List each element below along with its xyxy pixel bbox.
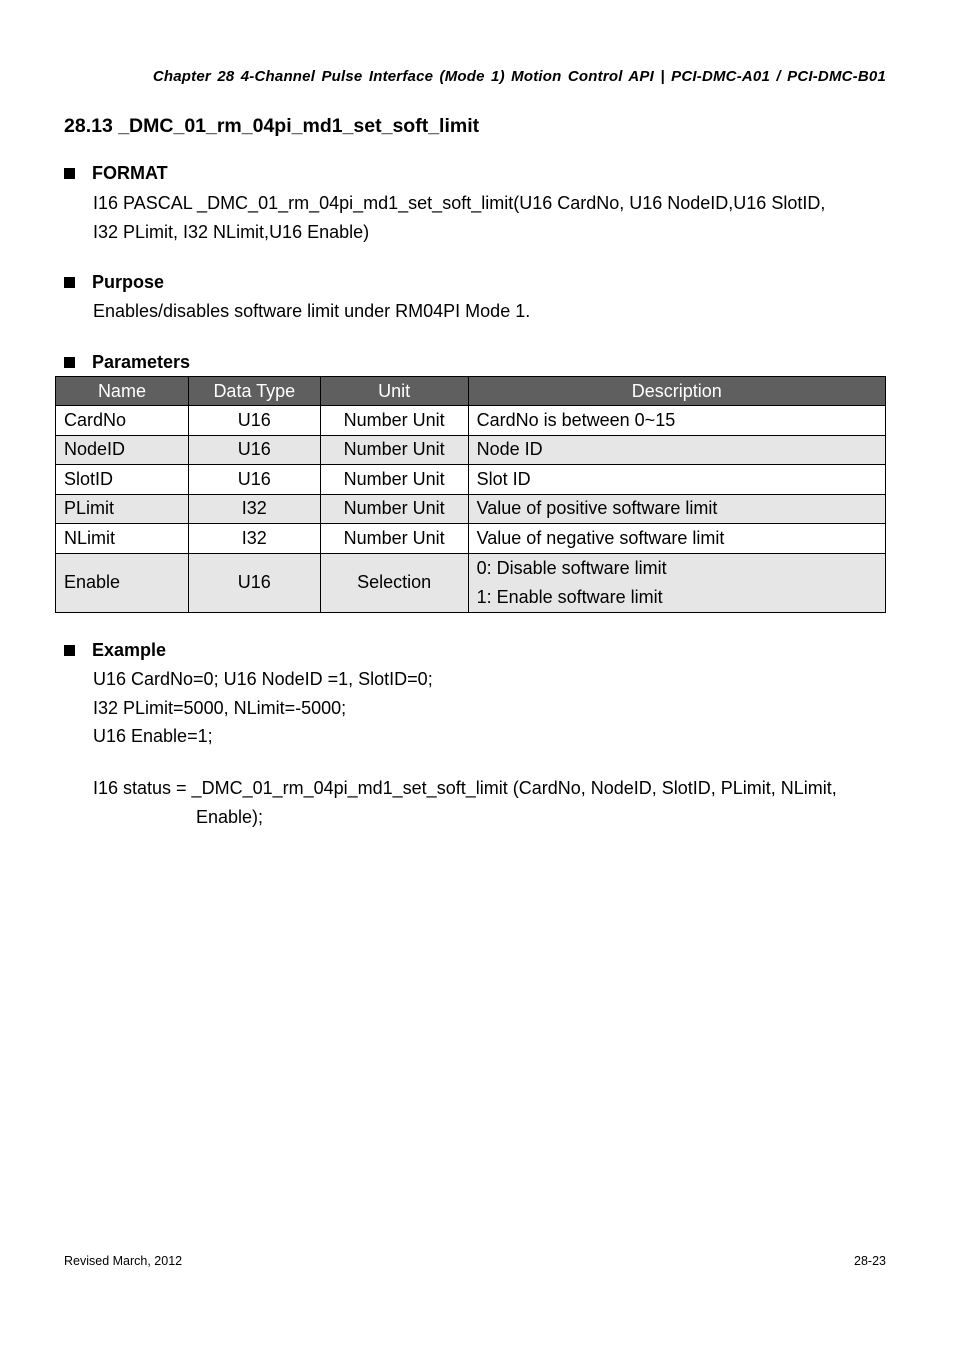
column-header-description: Description: [468, 377, 885, 406]
param-description: Value of positive software limit: [468, 494, 885, 524]
param-type: I32: [188, 524, 320, 554]
bullet-square-icon: [64, 645, 75, 656]
param-type: U16: [188, 553, 320, 612]
format-heading: [64, 163, 168, 184]
param-name: PLimit: [56, 494, 189, 524]
param-type: U16: [188, 406, 320, 436]
param-name: SlotID: [56, 465, 189, 495]
table-row: [56, 465, 886, 495]
purpose-heading: [64, 272, 164, 293]
param-unit: Number Unit: [320, 494, 468, 524]
section-title: 28.13 _DMC_01_rm_04pi_md1_set_soft_limit: [64, 115, 480, 137]
example-code: [93, 665, 433, 751]
table-row: [56, 524, 886, 554]
bullet-square-icon: [64, 277, 75, 288]
param-name: NLimit: [56, 524, 189, 554]
format-heading-label: FORMAT: [92, 163, 168, 183]
bullet-square-icon: [64, 168, 75, 179]
example-line: U16 Enable=1;: [93, 726, 213, 746]
parameters-table: [55, 376, 886, 613]
table-header-row: [56, 377, 886, 406]
parameters-heading-label: Parameters: [92, 352, 191, 372]
param-description-line: 0: Disable software limit: [476, 557, 667, 578]
format-line: I16 PASCAL _DMC_01_rm_04pi_md1_set_soft_limit(U16 CardNo, U16 NodeID,U16 SlotID,: [93, 193, 826, 213]
table-row: [56, 553, 886, 612]
table-row: [56, 435, 886, 465]
example-line: U16 CardNo=0; U16 NodeID =1, SlotID=0;: [93, 669, 433, 689]
footer-page-number: 28-23: [854, 1254, 886, 1268]
table-row: [56, 494, 886, 524]
example-heading: [64, 640, 166, 661]
bullet-square-icon: [64, 357, 75, 368]
example-call-line: I16 status = _DMC_01_rm_04pi_md1_set_soft_limit (CardNo, NodeID, SlotID, PLimit, NLimit,: [93, 778, 837, 798]
param-description: [468, 553, 885, 612]
example-call-continuation: Enable);: [196, 807, 264, 827]
param-description: Value of negative software limit: [468, 524, 885, 554]
purpose-text: Enables/disables software limit under RM04PI Mode 1.: [93, 301, 531, 321]
param-name: CardNo: [56, 406, 189, 436]
parameters-heading: [64, 352, 190, 373]
param-type: I32: [188, 494, 320, 524]
param-unit: Number Unit: [320, 435, 468, 465]
param-description: Slot ID: [468, 465, 885, 495]
param-unit: Number Unit: [320, 465, 468, 495]
param-unit: Selection: [320, 553, 468, 612]
param-description: Node ID: [468, 435, 885, 465]
param-type: U16: [188, 435, 320, 465]
column-header-data-type: Data Type: [188, 377, 320, 406]
param-unit: Number Unit: [320, 524, 468, 554]
param-type: U16: [188, 465, 320, 495]
column-header-unit: Unit: [320, 377, 468, 406]
chapter-header: Chapter 28 4-Channel Pulse Interface (Mode 1) Motion Control API | PCI-DMC-A01 / PCI-DMC-B01: [152, 68, 886, 85]
param-unit: Number Unit: [320, 406, 468, 436]
param-description-line: 1: Enable software limit: [476, 586, 663, 607]
format-line: I32 PLimit, I32 NLimit,U16 Enable): [93, 221, 370, 242]
param-description: CardNo is between 0~15: [468, 406, 885, 436]
purpose-heading-label: Purpose: [92, 272, 165, 292]
example-heading-label: Example: [92, 640, 167, 660]
format-signature: [93, 189, 825, 246]
footer-revised: Revised March, 2012: [64, 1254, 183, 1268]
param-name: NodeID: [56, 435, 189, 465]
example-line: I32 PLimit=5000, NLimit=-5000;: [93, 697, 347, 718]
param-name: Enable: [56, 553, 189, 612]
column-header-name: Name: [56, 377, 189, 406]
table-row: [56, 406, 886, 436]
